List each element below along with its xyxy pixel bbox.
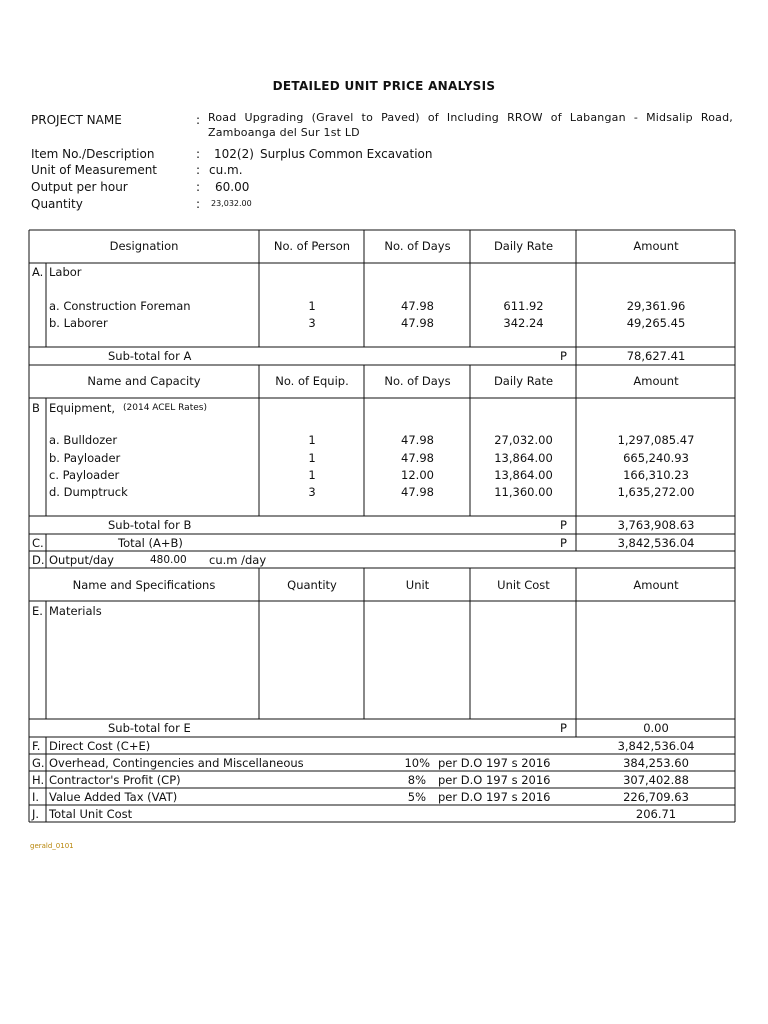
author-watermark: gerald_0101: [30, 842, 74, 850]
output-day-unit: cu.m /day: [209, 553, 267, 567]
contractor-profit-value: 307,402.88: [623, 773, 689, 787]
table-cell: 11,360.00: [494, 485, 553, 499]
section-letter: A.: [32, 265, 44, 279]
section-letter: D.: [32, 553, 45, 567]
direct-cost-label: Direct Cost (C+E): [49, 739, 151, 753]
subtotal-e-label: Sub-total for E: [108, 721, 191, 735]
section-letter: J.: [32, 807, 40, 821]
vat-value: 226,709.63: [623, 790, 689, 804]
table-cell: 1: [308, 433, 316, 447]
project-name-label: PROJECT NAME: [31, 113, 122, 127]
vat-reference: per D.O 197 s 2016: [438, 790, 551, 804]
section-title-labor: Labor: [49, 265, 82, 279]
header-name-and-specifications: Name and Specifications: [72, 578, 216, 592]
subtotal-a-value: 78,627.41: [626, 349, 686, 363]
table-cell: 12.00: [401, 468, 434, 482]
header-name-and-capacity: Name and Capacity: [87, 374, 201, 388]
peso-symbol: P: [560, 349, 567, 363]
table-cell: 47.98: [401, 299, 434, 313]
unit-value: cu.m.: [209, 163, 243, 177]
table-cell: 1: [308, 299, 316, 313]
table-cell: 3: [308, 485, 316, 499]
item-label: Item No./Description: [31, 147, 155, 161]
colon: :: [196, 113, 201, 127]
overhead-label: Overhead, Contingencies and Miscellaneous: [49, 756, 304, 770]
header-no-of-days: No. of Days: [384, 239, 451, 253]
item-number: 102(2): [214, 147, 254, 161]
peso-symbol: P: [560, 536, 567, 550]
acel-rates-note: (2014 ACEL Rates): [123, 403, 207, 413]
section-letter: G.: [32, 756, 45, 770]
direct-cost-value: 3,842,536.04: [617, 739, 695, 753]
output-day-label: Output/day: [49, 553, 114, 567]
table-cell: 1: [308, 451, 316, 465]
overhead-reference: per D.O 197 s 2016: [438, 756, 551, 770]
contractor-profit-percent: 8%: [407, 773, 426, 787]
table-row-equipment-name: c. Payloader: [49, 468, 120, 482]
section-title-equipment: Equipment,: [49, 401, 116, 415]
total-value: 3,842,536.04: [617, 536, 695, 550]
table-cell: 1,635,272.00: [617, 485, 695, 499]
colon: :: [196, 163, 201, 177]
header-daily-rate: Daily Rate: [493, 239, 554, 253]
header-amount: Amount: [633, 578, 679, 592]
section-letter: H.: [32, 773, 45, 787]
table-cell: 13,864.00: [494, 451, 553, 465]
table-row-labor-name: b. Laborer: [49, 316, 108, 330]
colon: :: [196, 197, 201, 211]
header-amount: Amount: [633, 239, 679, 253]
section-letter: E.: [32, 604, 43, 618]
table-cell: 166,310.23: [623, 468, 689, 482]
table-cell: 3: [308, 316, 316, 330]
document-title: DETAILED UNIT PRICE ANALYSIS: [272, 79, 496, 93]
table-row-labor-name: a. Construction Foreman: [49, 299, 191, 313]
table-cell: 1,297,085.47: [617, 433, 695, 447]
section-letter: B: [32, 401, 40, 415]
header-designation: Designation: [109, 239, 179, 253]
header-daily-rate: Daily Rate: [493, 374, 554, 388]
header-no-of-equip: No. of Equip.: [275, 374, 349, 388]
colon: :: [196, 147, 201, 161]
subtotal-b-value: 3,763,908.63: [617, 518, 695, 532]
table-cell: 342.24: [503, 316, 544, 330]
table-cell: 13,864.00: [494, 468, 553, 482]
header-amount: Amount: [633, 374, 679, 388]
table-cell: 611.92: [503, 299, 544, 313]
table-cell: 47.98: [401, 485, 434, 499]
quantity-value: 23,032.00: [211, 199, 252, 208]
contractor-profit-label: Contractor's Profit (CP): [49, 773, 181, 787]
table-cell: 665,240.93: [623, 451, 689, 465]
table-cell: 47.98: [401, 433, 434, 447]
table-cell: 29,361.96: [626, 299, 686, 313]
header-quantity: Quantity: [287, 578, 337, 592]
overhead-percent: 10%: [404, 756, 430, 770]
subtotal-a-label: Sub-total for A: [108, 349, 192, 363]
total-label: Total (A+B): [118, 536, 183, 550]
vat-label: Value Added Tax (VAT): [49, 790, 178, 804]
table-cell: 27,032.00: [494, 433, 553, 447]
section-title-materials: Materials: [49, 604, 102, 618]
unit-label: Unit of Measurement: [31, 163, 158, 177]
subtotal-b-label: Sub-total for B: [108, 518, 192, 532]
header-unit-cost: Unit Cost: [497, 578, 550, 592]
header-no-of-person: No. of Person: [273, 239, 351, 253]
peso-symbol: P: [560, 518, 567, 532]
table-cell: 49,265.45: [626, 316, 686, 330]
header-no-of-days: No. of Days: [384, 374, 451, 388]
header-unit: Unit: [405, 578, 430, 592]
item-description: Surplus Common Excavation: [260, 147, 433, 161]
section-letter: F.: [32, 739, 41, 753]
peso-symbol: P: [560, 721, 567, 735]
vat-percent: 5%: [407, 790, 426, 804]
table-row-equipment-name: d. Dumptruck: [49, 485, 128, 499]
table-cell: 1: [308, 468, 316, 482]
output-value: 60.00: [215, 180, 250, 194]
output-day-value: 480.00: [150, 554, 187, 566]
colon: :: [196, 180, 201, 194]
section-letter: I.: [32, 790, 40, 804]
contractor-profit-reference: per D.O 197 s 2016: [438, 773, 551, 787]
section-letter: C.: [32, 536, 44, 550]
quantity-label: Quantity: [31, 197, 83, 211]
subtotal-e-value: 0.00: [643, 721, 669, 735]
project-name-value: Road Upgrading (Gravel to Paved) of Including RROW of Labangan - Midsalip Road, Zamboanga del Sur 1st LD: [208, 111, 733, 139]
overhead-value: 384,253.60: [623, 756, 689, 770]
table-cell: 47.98: [401, 316, 434, 330]
table-row-equipment-name: a. Bulldozer: [49, 433, 118, 447]
table-cell: 47.98: [401, 451, 434, 465]
total-unit-cost-label: Total Unit Cost: [49, 807, 133, 821]
total-unit-cost-value: 206.71: [635, 807, 677, 821]
table-row-equipment-name: b. Payloader: [49, 451, 121, 465]
output-label: Output per hour: [31, 180, 128, 194]
